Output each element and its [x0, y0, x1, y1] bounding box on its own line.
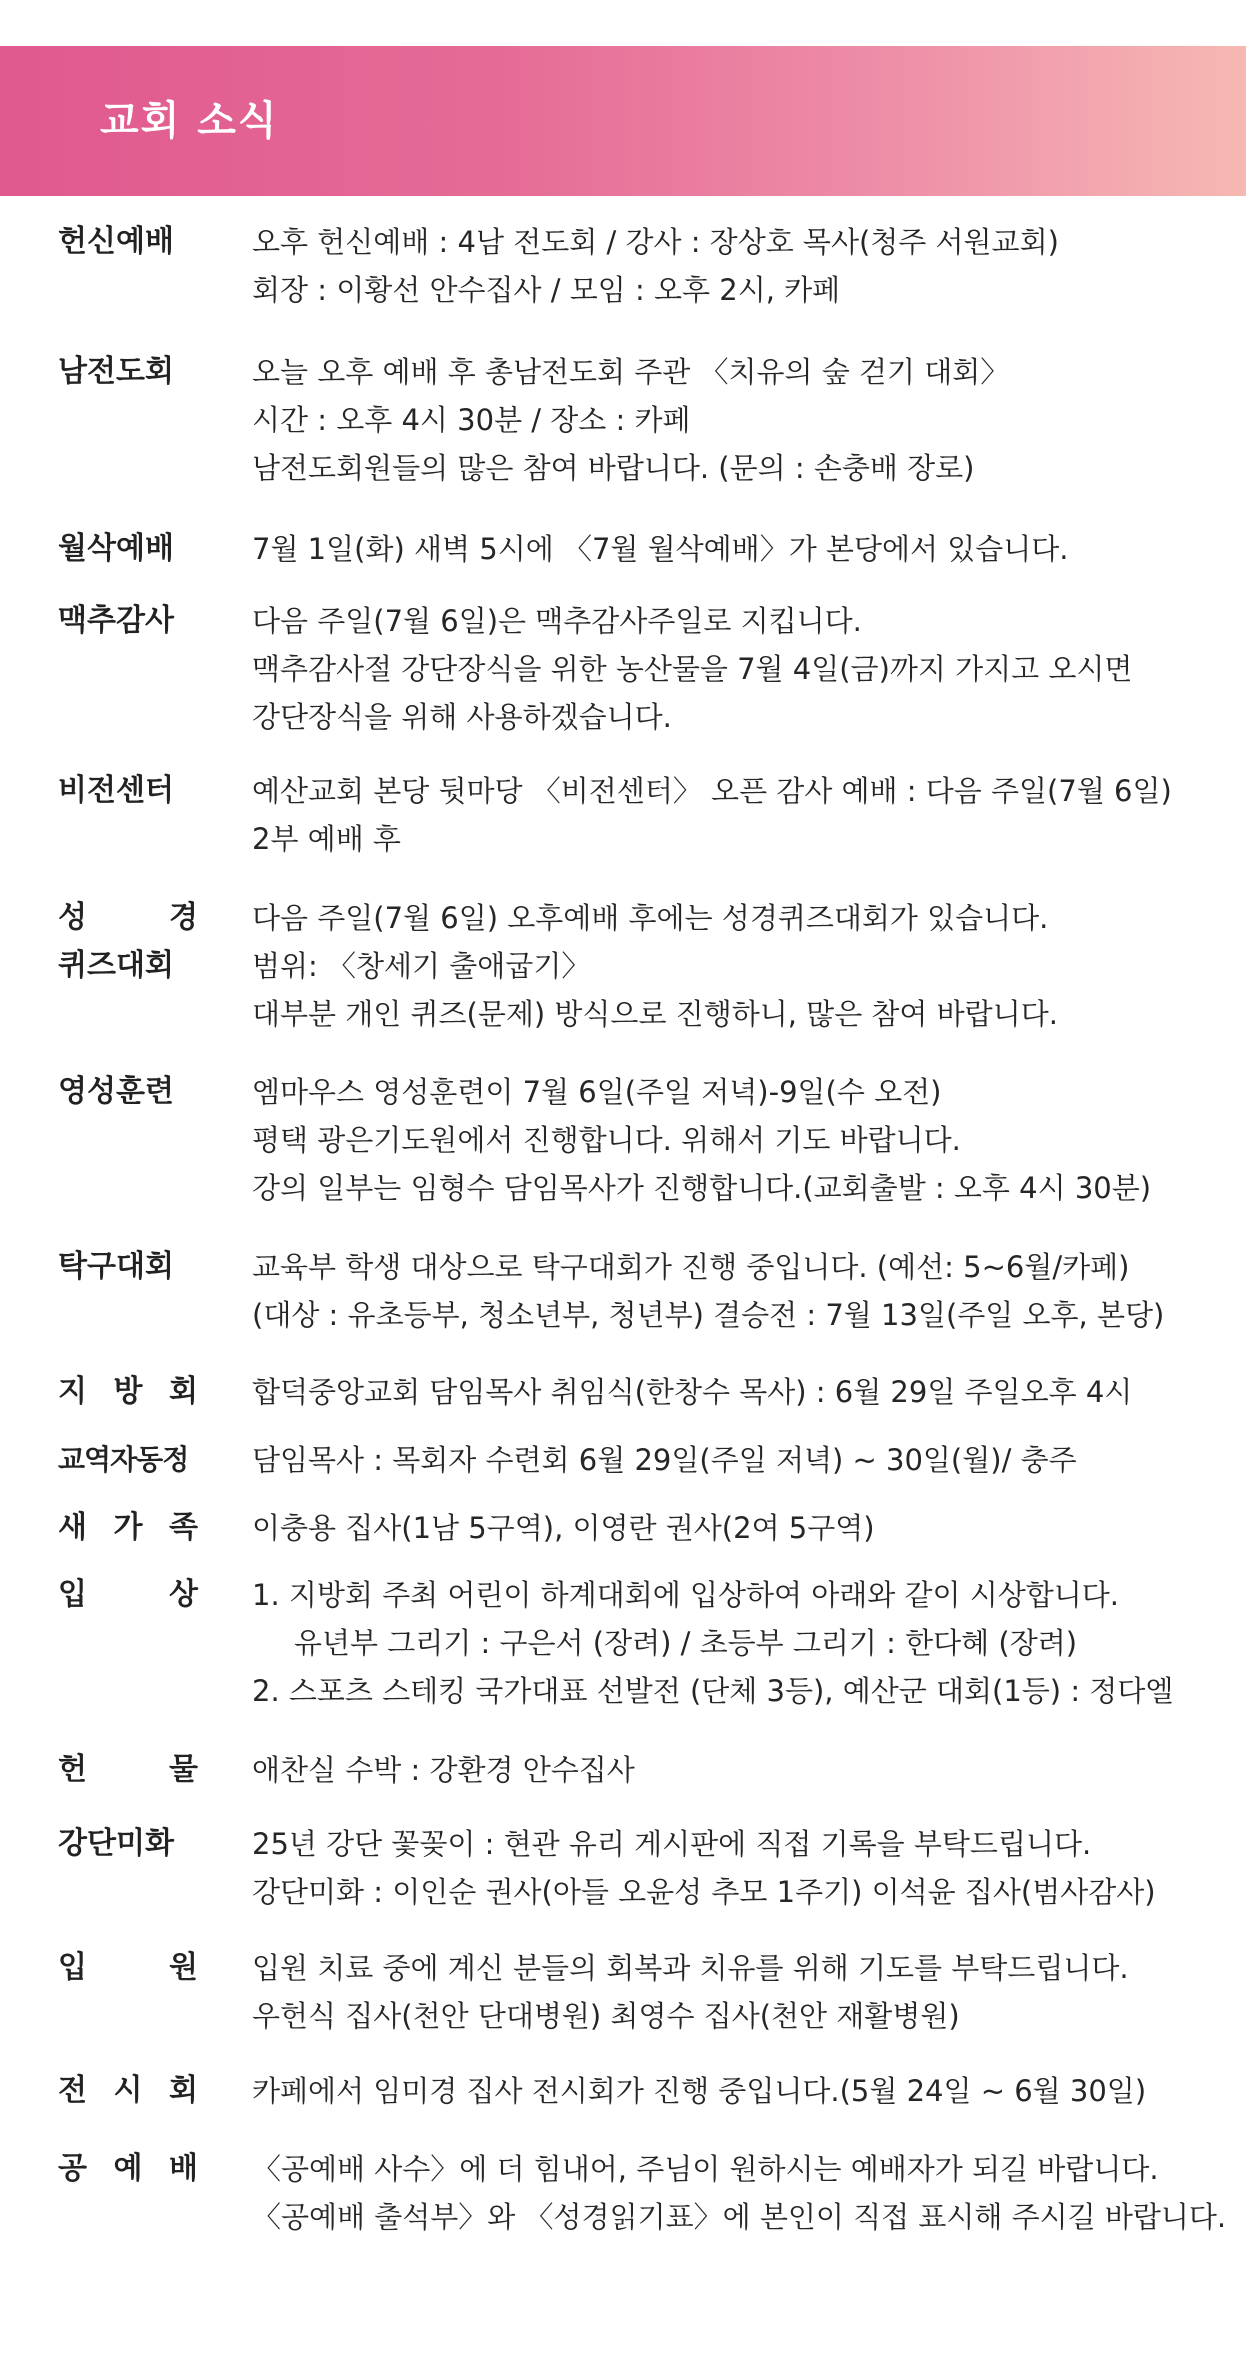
entry-label: 비전센터 [58, 773, 174, 808]
entry-body [252, 894, 1220, 1038]
entry-label [58, 1368, 198, 1416]
entry-label-part: 배 [169, 2151, 198, 2186]
entry-line: 시간 : 오후 4시 30분 / 장소 : 카페 [252, 403, 691, 437]
entry-line: 강단미화 : 이인순 권사(아들 오윤성 추모 1주기) 이석윤 집사(범사감사) [252, 1875, 1156, 1909]
entry-line: 예산교회 본당 뒷마당 〈비전센터〉 오픈 감사 예배 : 다음 주일(7월 6일) [252, 774, 1172, 808]
entry-label [58, 2067, 198, 2115]
entry-label: 강단미화 [58, 1826, 174, 1861]
entry-line: 다음 주일(7월 6일) 오후예배 후에는 성경퀴즈대회가 있습니다. [252, 901, 1049, 935]
entry-label-part: 방 [113, 1374, 143, 1409]
entry-body [252, 1820, 1220, 1916]
entry-label-part: 새 [58, 1510, 87, 1545]
entry-body [252, 1068, 1220, 1212]
entry-line: 유년부 그리기 : 구은서 (장려) / 초등부 그리기 : 한다혜 (장려) [294, 1626, 1078, 1660]
entry-label-part: 가 [113, 1510, 143, 1545]
entry-line: 오후 헌신예배 : 4남 전도회 / 강사 : 장상호 목사(청주 서원교회) [252, 225, 1059, 259]
entry-line: 교육부 학생 대상으로 탁구대회가 진행 중입니다. (예선: 5~6월/카페) [252, 1250, 1130, 1284]
entry-line: 맥추감사절 강단장식을 위한 농산물을 7월 4일(금)까지 가지고 오시면 [252, 652, 1133, 686]
entry-label-line2: 퀴즈대회 [58, 948, 174, 983]
entry-label-line1 [58, 894, 198, 942]
entry-label-part: 입 [58, 1950, 87, 1985]
entry-line: 강의 일부는 임형수 담임목사가 진행합니다.(교회출발 : 오후 4시 30분) [252, 1171, 1152, 1205]
entry-line: (대상 : 유초등부, 청소년부, 청년부) 결승전 : 7월 13일(주일 오후, 본당) [252, 1298, 1165, 1332]
entry-label: 맥추감사 [58, 603, 174, 638]
entry-label: 탁구대회 [58, 1249, 174, 1284]
entry-label: 남전도회 [58, 354, 174, 389]
entry-label-part: 상 [169, 1577, 198, 1612]
entry-body [252, 525, 1220, 573]
entry-body [252, 1243, 1220, 1339]
entry-line: 합덕중앙교회 담임목사 취임식(한창수 목사) : 6월 29일 주일오후 4시 [252, 1375, 1133, 1409]
entry-body [252, 1571, 1220, 1715]
entry-label-part: 입 [58, 1577, 87, 1612]
entry-body [252, 1436, 1220, 1484]
entry-line: 남전도회원들의 많은 참여 바랍니다. (문의 : 손충배 장로) [252, 451, 975, 485]
entry-label-part: 공 [58, 2151, 87, 2186]
entry-body [252, 597, 1220, 741]
entry-body [252, 1746, 1220, 1794]
entry-line: 오늘 오후 예배 후 총남전도회 주관 〈치유의 숲 걷기 대회〉 [252, 355, 1010, 389]
entry-label-part: 회 [169, 2073, 198, 2108]
entry-body [252, 348, 1220, 492]
entry-line: 다음 주일(7월 6일)은 맥추감사주일로 지킵니다. [252, 604, 862, 638]
entry-label: 헌신예배 [58, 224, 174, 259]
entry-label-part: 원 [169, 1950, 198, 1985]
entry-line: 7월 1일(화) 새벽 5시에 〈7월 월삭예배〉가 본당에서 있습니다. [252, 532, 1069, 566]
entry-line: 대부분 개인 퀴즈(문제) 방식으로 진행하니, 많은 참여 바랍니다. [252, 997, 1058, 1031]
entry-label-part: 지 [58, 1374, 87, 1409]
entry-line: 2. 스포츠 스테킹 국가대표 선발전 (단체 3등), 예산군 대회(1등) : 정다엘 [252, 1674, 1174, 1708]
entry-label-part: 헌 [58, 1752, 87, 1787]
entry-line: 25년 강단 꽃꽂이 : 현관 유리 게시판에 직접 기록을 부탁드립니다. [252, 1827, 1092, 1861]
entry-line: 〈공예배 사수〉에 더 힘내어, 주님이 원하시는 예배자가 되길 바랍니다. [252, 2152, 1159, 2186]
entry-line: 1. 지방회 주최 어린이 하계대회에 입상하여 아래와 같이 시상합니다. [252, 1578, 1120, 1612]
entry-line: 이충용 집사(1남 5구역), 이영란 권사(2여 5구역) [252, 1511, 875, 1545]
entry-label-part: 시 [113, 2073, 143, 2108]
entry-label [58, 2145, 198, 2193]
entry-line: 회장 : 이황선 안수집사 / 모임 : 오후 2시, 카페 [252, 273, 841, 307]
entry-label: 교역자동정 [58, 1443, 189, 1476]
entry-label [58, 1504, 198, 1552]
entry-line: 입원 치료 중에 계신 분들의 회복과 치유를 위해 기도를 부탁드립니다. [252, 1951, 1129, 1985]
entry-label [58, 1746, 198, 1794]
entry-body [252, 1504, 1220, 1552]
entry-label-part: 물 [169, 1752, 198, 1787]
entry-label-part: 경 [169, 900, 198, 935]
entry-line: 2부 예배 후 [252, 822, 401, 856]
entry-body [252, 2067, 1220, 2115]
entry-line: 카페에서 임미경 집사 전시회가 진행 중입니다.(5월 24일 ~ 6월 30일) [252, 2074, 1147, 2108]
entry-label-part: 예 [113, 2151, 143, 2186]
page-title: 교회 소식 [100, 98, 279, 144]
entry-line: 평택 광은기도원에서 진행합니다. 위해서 기도 바랍니다. [252, 1123, 961, 1157]
header-banner [0, 46, 1246, 196]
entry-body [252, 2145, 1227, 2241]
entry-label [58, 894, 198, 990]
entry-label [58, 1571, 198, 1619]
entry-label-part: 성 [58, 900, 87, 935]
entry-label: 월삭예배 [58, 531, 174, 566]
entry-line: 〈공예배 출석부〉와 〈성경읽기표〉에 본인이 직접 표시해 주시길 바랍니다. [252, 2200, 1227, 2234]
entry-body [252, 767, 1220, 863]
entry-body [252, 1944, 1220, 2040]
entry-body [252, 1368, 1220, 1416]
entry-line: 범위: 〈창세기 출애굽기〉 [252, 949, 591, 983]
entry-label-part: 회 [169, 1374, 198, 1409]
entry-label: 영성훈련 [58, 1074, 174, 1109]
entry-label-part: 전 [58, 2073, 87, 2108]
entry-line: 엠마우스 영성훈련이 7월 6일(주일 저녁)-9일(수 오전) [252, 1075, 942, 1109]
entry-line: 담임목사 : 목회자 수련회 6월 29일(주일 저녁) ~ 30일(월)/ 충주 [252, 1443, 1077, 1477]
entry-line: 강단장식을 위해 사용하겠습니다. [252, 700, 672, 734]
entry-line: 우헌식 집사(천안 단대병원) 최영수 집사(천안 재활병원) [252, 1999, 960, 2033]
entry-label [58, 1944, 198, 1992]
entry-label-part: 족 [169, 1510, 198, 1545]
entry-line: 애찬실 수박 : 강환경 안수집사 [252, 1753, 635, 1787]
entry-body [252, 218, 1220, 314]
